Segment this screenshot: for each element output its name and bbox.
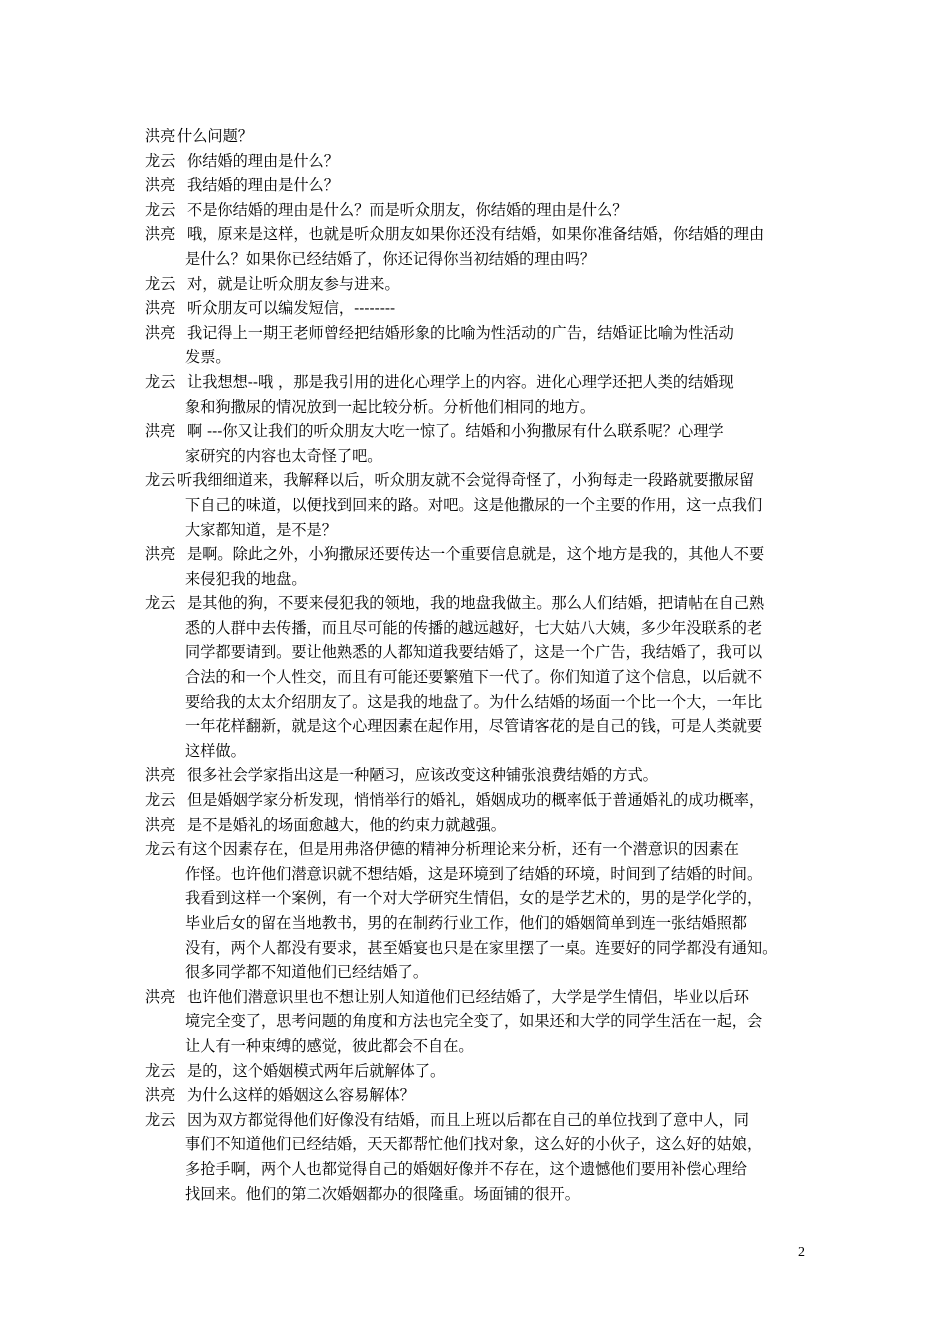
- dialogue-line: [145, 149, 817, 174]
- dialogue-line: [145, 173, 817, 198]
- speaker-name: 龙云: [145, 594, 176, 613]
- speaker-name: 龙云: [145, 372, 176, 391]
- dialogue-text: 是什么？如果你已经结婚了，你还记得你当初结婚的理由吗？: [185, 249, 596, 268]
- dialogue-line: [145, 763, 817, 788]
- speaker-name: 洪亮: [145, 422, 176, 441]
- dialogue-line: [145, 542, 817, 567]
- dialogue-text: 哦，原来是这样，也就是听众朋友如果你还没有结婚，如果你准备结婚，你结婚的理由: [187, 225, 765, 244]
- speaker-name: 龙云: [145, 200, 176, 219]
- dialogue-text: 境完全变了，思考问题的角度和方法也完全变了，如果还和大学的同学生活在一起，会: [185, 1012, 763, 1031]
- dialogue-text: 什么问题？: [177, 127, 253, 145]
- dialogue-text: 合法的和一个人性交，而且有可能还要繁殖下一代了。你们知道了这个信息，以后就不: [185, 668, 763, 687]
- dialogue-continuation-line: [145, 640, 817, 665]
- dialogue-text: 我结婚的理由是什么？: [187, 176, 339, 195]
- dialogue-text: 是的，这个婚姻模式两年后就解体了。: [187, 1061, 446, 1080]
- dialogue-line: [145, 591, 817, 616]
- dialogue-text: 找回来。他们的第二次婚姻都办的很隆重。场面铺的很开。: [185, 1184, 580, 1203]
- dialogue-text: 很多同学都不知道他们已经结婚了。: [185, 963, 428, 982]
- dialogue-line: [145, 788, 817, 813]
- dialogue-continuation-line: [145, 1157, 817, 1182]
- dialogue-line: [145, 124, 817, 149]
- dialogue-text: 发票。: [185, 348, 231, 367]
- dialogue-text: 同学都要请到。要让他熟悉的人都知道我要结婚了，这是一个广告，我结婚了，我可以: [185, 643, 763, 662]
- dialogue-line: [145, 468, 817, 493]
- dialogue-line: [145, 321, 817, 346]
- dialogue-text: 有这个因素存在，但是用弗洛伊德的精神分析理论来分析，还有一个潜意识的因素在: [177, 840, 739, 859]
- dialogue-text: 听众朋友可以编发短信，--------: [187, 299, 396, 318]
- speaker-name: 龙云: [145, 1110, 176, 1129]
- speaker-name: 洪亮: [145, 987, 176, 1006]
- dialogue-continuation-line: [145, 395, 817, 420]
- dialogue-continuation-line: [145, 616, 817, 641]
- dialogue-line: [145, 837, 817, 862]
- speaker-name: 洪亮: [145, 815, 176, 834]
- dialogue-line: [145, 296, 817, 321]
- speaker-name: 龙云: [145, 791, 176, 810]
- dialogue-transcript: [145, 124, 817, 1206]
- dialogue-continuation-line: [145, 911, 817, 936]
- dialogue-line: [145, 985, 817, 1010]
- dialogue-continuation-line: [145, 936, 817, 961]
- dialogue-line: [145, 370, 817, 395]
- dialogue-text: 对，就是让听众朋友参与进来。: [187, 274, 400, 293]
- dialogue-text: 象和狗撒尿的情况放到一起比较分析。分析他们相同的地方。: [185, 397, 596, 416]
- dialogue-text: 要给我的太太介绍朋友了。这是我的地盘了。为什么结婚的场面一个比一个大，一年比: [185, 692, 763, 711]
- dialogue-text: 来侵犯我的地盘。: [185, 569, 307, 588]
- dialogue-line: [145, 198, 817, 223]
- dialogue-text: 让人有一种束缚的感觉，彼此都会不自在。: [185, 1036, 474, 1055]
- dialogue-continuation-line: [145, 1132, 817, 1157]
- dialogue-text: 悉的人群中去传播，而且尽可能的传播的越远越好，七大姑八大姨，多少年没联系的老: [185, 618, 763, 637]
- dialogue-text: 你结婚的理由是什么？: [187, 151, 339, 170]
- dialogue-line: [145, 1083, 817, 1108]
- dialogue-continuation-line: [145, 444, 817, 469]
- dialogue-continuation-line: [145, 1009, 817, 1034]
- speaker-name: 洪亮: [145, 299, 176, 318]
- dialogue-line: [145, 419, 817, 444]
- dialogue-continuation-line: [145, 1034, 817, 1059]
- dialogue-text: 让我想想--哦 ，那是我引用的进化心理学上的内容。进化心理学还把人类的结婚现: [187, 372, 734, 391]
- speaker-name: 洪亮: [145, 766, 176, 785]
- dialogue-text: 一年花样翻新，就是这个心理因素在起作用，尽管请客花的是自己的钱，可是人类就要: [185, 717, 763, 736]
- dialogue-text: 作怪。也许他们潜意识就不想结婚，这是环境到了结婚的环境，时间到了结婚的时间。: [185, 864, 763, 883]
- speaker-name: 龙云: [145, 274, 176, 293]
- dialogue-continuation-line: [145, 862, 817, 887]
- dialogue-text: 多抢手啊，两个人也都觉得自己的婚姻好像并不存在，这个遗憾他们要用补偿心理给: [185, 1159, 747, 1178]
- dialogue-text: 家研究的内容也太奇怪了吧。: [185, 446, 383, 465]
- dialogue-text: 没有，两个人都没有要求，甚至婚宴也只是在家里摆了一桌。连要好的同学都没有通知。: [185, 938, 778, 957]
- dialogue-text: 啊 ---你又让我们的听众朋友大吃一惊了。结婚和小狗撒尿有什么联系呢？心理学: [187, 422, 724, 441]
- speaker-name: 龙云: [145, 840, 176, 859]
- dialogue-continuation-line: [145, 960, 817, 985]
- speaker-name: 洪亮: [145, 545, 176, 564]
- dialogue-text: 大家都知道，是不是？: [185, 520, 337, 539]
- dialogue-continuation-line: [145, 665, 817, 690]
- dialogue-text: 因为双方都觉得他们好像没有结婚，而且上班以后都在自己的单位找到了意中人，同: [187, 1110, 749, 1129]
- dialogue-line: [145, 1108, 817, 1133]
- dialogue-text: 是不是婚礼的场面愈越大，他的约束力就越强。: [187, 815, 506, 834]
- speaker-name: 洪亮: [145, 323, 176, 342]
- speaker-name: 洪亮: [145, 176, 176, 195]
- speaker-name: 洪亮: [145, 127, 176, 145]
- dialogue-continuation-line: [145, 714, 817, 739]
- speaker-name: 洪亮: [145, 225, 176, 244]
- dialogue-continuation-line: [145, 345, 817, 370]
- speaker-name: 龙云: [145, 151, 176, 170]
- dialogue-line: [145, 1059, 817, 1084]
- dialogue-continuation-line: [145, 567, 817, 592]
- dialogue-line: [145, 222, 817, 247]
- dialogue-text: 不是你结婚的理由是什么？而是听众朋友，你结婚的理由是什么？: [187, 200, 628, 219]
- dialogue-text: 我记得上一期王老师曾经把结婚形象的比喻为性活动的广告，结婚证比喻为性活动: [187, 323, 734, 342]
- dialogue-text: 毕业后女的留在当地教书，男的在制药行业工作，他们的婚姻简单到连一张结婚照都: [185, 914, 747, 932]
- dialogue-continuation-line: [145, 518, 817, 543]
- dialogue-text: 这样做。: [185, 741, 246, 760]
- dialogue-continuation-line: [145, 493, 817, 518]
- dialogue-line: [145, 813, 817, 838]
- dialogue-text: 听我细细道来，我解释以后，听众朋友就不会觉得奇怪了，小狗每走一段路就要撒尿留: [177, 471, 755, 490]
- dialogue-continuation-line: [145, 886, 817, 911]
- dialogue-continuation-line: [145, 739, 817, 764]
- dialogue-text: 也许他们潜意识里也不想让别人知道他们已经结婚了，大学是学生情侣，毕业以后环: [187, 987, 749, 1006]
- dialogue-text: 下自己的味道，以便找到回来的路。对吧。这是他撒尿的一个主要的作用，这一点我们: [185, 495, 763, 514]
- page-number: 2: [798, 1245, 805, 1260]
- dialogue-continuation-line: [145, 690, 817, 715]
- speaker-name: 龙云: [145, 471, 176, 490]
- dialogue-text: 是其他的狗，不要来侵犯我的领地，我的地盘我做主。那么人们结婚，把请帖在自己熟: [187, 594, 765, 613]
- dialogue-text: 是啊。除此之外，小狗撒尿还要传达一个重要信息就是，这个地方是我的，其他人不要: [187, 545, 765, 564]
- dialogue-text: 我看到这样一个案例，有一个对大学研究生情侣，女的是学艺术的，男的是学化学的，: [185, 889, 763, 908]
- dialogue-continuation-line: [145, 247, 817, 272]
- dialogue-text: 但是婚姻学家分析发现，悄悄举行的婚礼，婚姻成功的概率低于普通婚礼的成功概率，: [187, 791, 765, 810]
- dialogue-text: 很多社会学家指出这是一种陋习，应该改变这种铺张浪费结婚的方式。: [187, 766, 658, 785]
- dialogue-text: 为什么这样的婚姻这么容易解体？: [187, 1086, 415, 1105]
- speaker-name: 洪亮: [145, 1086, 176, 1105]
- dialogue-continuation-line: [145, 1182, 817, 1207]
- dialogue-line: [145, 272, 817, 297]
- dialogue-text: 事们不知道他们已经结婚，天天都帮忙他们找对象，这么好的小伙子，这么好的姑娘，: [185, 1135, 763, 1154]
- speaker-name: 龙云: [145, 1061, 176, 1080]
